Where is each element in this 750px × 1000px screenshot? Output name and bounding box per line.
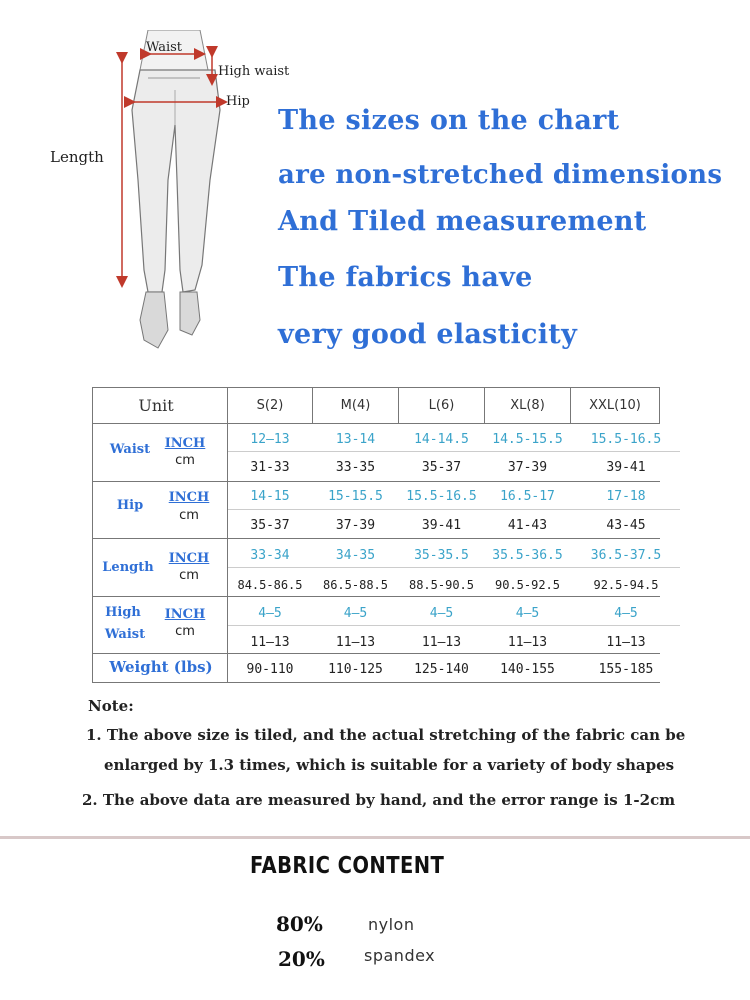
length-inch-m: 34-35 (335, 547, 376, 563)
inch-label: INCH (168, 550, 210, 566)
length-cm-l: 88.5-90.5 (408, 578, 475, 592)
size-table (92, 387, 680, 683)
hip-cm-s: 35-37 (250, 517, 290, 533)
fabric-percent-1: 80% (276, 912, 323, 936)
length-label: Length (50, 148, 104, 166)
hip-cm-m: 37-39 (335, 517, 376, 533)
leggings-illustration (40, 30, 280, 370)
weight-m: 110-125 (328, 661, 383, 677)
weight-xl: 140-155 (500, 661, 555, 677)
col-header-xl: XL(8) (510, 397, 545, 413)
fabric-title: FABRIC CONTENT (250, 853, 445, 879)
high-waist-cm-m: 11—13 (335, 634, 376, 650)
high-waist-inch-xxl: 4—5 (614, 605, 638, 621)
col-header-l: L(6) (428, 397, 455, 413)
length-inch-xl: 35.5-36.5 (492, 547, 563, 563)
headline-line-4: The fabrics have (278, 262, 533, 293)
high-waist-label: High waist (218, 64, 290, 79)
high-waist-inch-l: 4—5 (429, 605, 454, 621)
headline-line-3: And Tiled measurement (278, 206, 647, 237)
length-inch-s: 33-34 (250, 547, 290, 563)
waist-cm-xxl: 39-41 (606, 459, 646, 475)
waist-cm-xl: 37-39 (507, 459, 548, 475)
length-cm-xxl: 92.5-94.5 (593, 578, 659, 592)
weight-s: 90-110 (246, 661, 294, 677)
row-label-waist: Waist (109, 441, 151, 457)
weight-l: 125-140 (414, 661, 469, 677)
waist-inch-l: 14-14.5 (414, 431, 469, 447)
headline-line-2: are non-stretched dimensions (278, 160, 723, 190)
waist-inch-m: 13-14 (335, 431, 376, 447)
high-waist-inch-xl: 4—5 (515, 605, 540, 621)
waist-cm-s: 31-33 (250, 459, 290, 475)
high-waist-cm-xl: 11—13 (507, 634, 548, 650)
unit-header: Unit (138, 395, 174, 415)
inch-label: INCH (164, 435, 206, 451)
high-waist-cm-l: 11—13 (421, 634, 462, 650)
hip-label: Hip (226, 94, 250, 109)
hip-cm-xl: 41-43 (507, 517, 548, 533)
row-label-length: Length (102, 559, 154, 575)
row-label-high-waist-2: Waist (104, 626, 146, 642)
hip-cm-l: 39-41 (421, 517, 462, 533)
note-2: 2. The above data are measured by hand, and the error range is 1-2cm (82, 791, 676, 809)
waist-cm-m: 33-35 (335, 459, 376, 475)
length-cm-s: 84.5-86.5 (237, 578, 303, 592)
cm-label: cm (179, 567, 199, 583)
fabric-material-2: spandex (364, 946, 436, 965)
length-inch-xxl: 36.5-37.5 (590, 547, 662, 563)
inch-label: INCH (164, 606, 206, 622)
notes-title: Note: (88, 697, 134, 715)
row-label-hip: Hip (116, 497, 144, 513)
row-label-high-waist-1: High (105, 604, 141, 620)
weight-xxl: 155-185 (598, 661, 654, 677)
note-1-line-2: enlarged by 1.3 times, which is suitable for a variety of body shapes (104, 756, 675, 774)
cm-label: cm (175, 452, 195, 468)
waist-inch-xl: 14.5-15.5 (492, 431, 563, 447)
row-label-weight: Weight (lbs) (109, 658, 213, 676)
col-header-xxl: XXL(10) (589, 397, 641, 413)
high-waist-inch-s: 4—5 (258, 605, 282, 621)
col-header-m: M(4) (340, 397, 371, 413)
high-waist-cm-xxl: 11—13 (606, 634, 646, 650)
length-inch-l: 35-35.5 (414, 547, 469, 563)
col-header-s: S(2) (256, 397, 284, 413)
leggings-figure (40, 30, 290, 370)
hip-inch-m: 15-15.5 (328, 488, 383, 504)
cm-label: cm (175, 623, 195, 639)
fabric-percent-2: 20% (278, 947, 325, 971)
high-waist-inch-m: 4—5 (343, 605, 368, 621)
fabric-material-1: nylon (368, 915, 415, 934)
high-waist-cm-s: 11—13 (250, 634, 290, 650)
waist-inch-s: 12—13 (250, 431, 290, 447)
inch-label: INCH (168, 489, 210, 505)
cm-label: cm (179, 507, 199, 523)
waist-cm-l: 35-37 (421, 459, 462, 475)
section-divider (0, 836, 750, 839)
hip-inch-s: 14-15 (250, 488, 290, 504)
waist-label: Waist (146, 40, 183, 55)
headline-line-1: The sizes on the chart (278, 105, 620, 136)
length-cm-m: 86.5-88.5 (322, 578, 389, 592)
hip-inch-xxl: 17-18 (606, 488, 646, 504)
waist-inch-xxl: 15.5-16.5 (590, 431, 662, 447)
note-1-line-1: 1. The above size is tiled, and the actual stretching of the fabric can be (86, 726, 686, 744)
length-cm-xl: 90.5-92.5 (494, 578, 561, 592)
hip-inch-xl: 16.5-17 (500, 488, 555, 504)
hip-inch-l: 15.5-16.5 (406, 488, 477, 504)
headline-line-5: very good elasticity (278, 319, 578, 350)
hip-cm-xxl: 43-45 (606, 517, 646, 533)
